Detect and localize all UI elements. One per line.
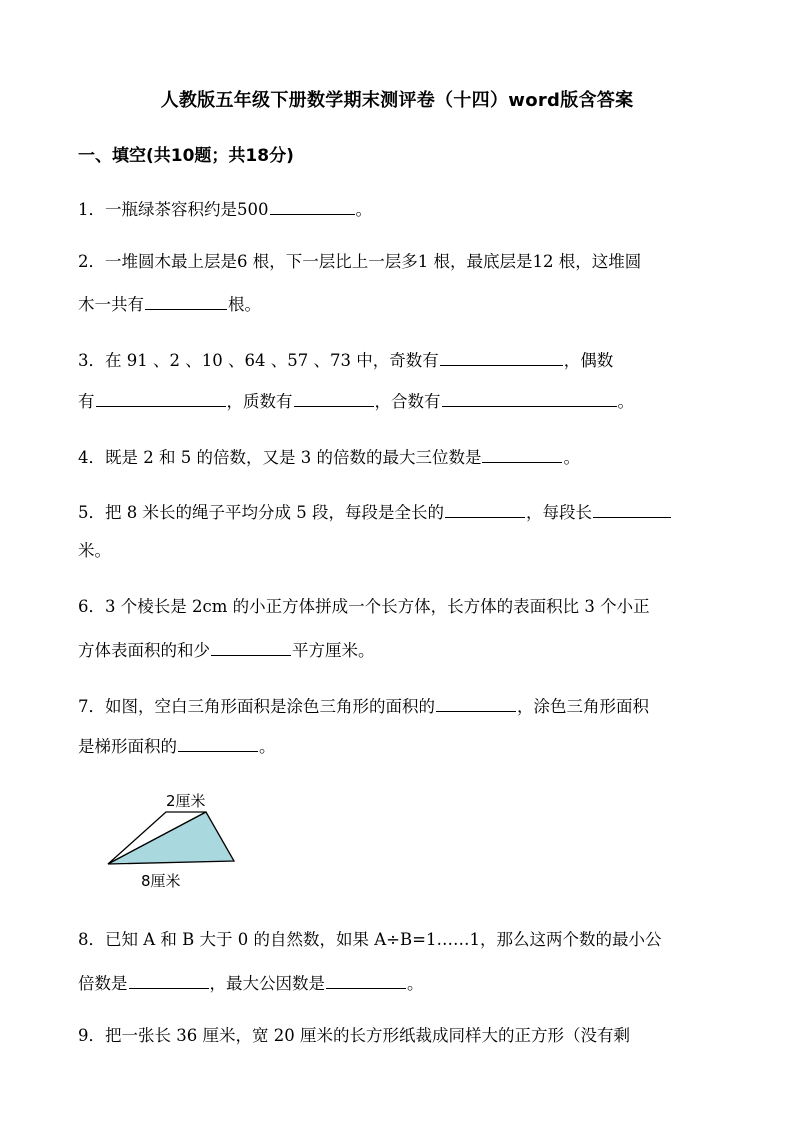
section-heading: 一、填空(共10题；共18分) — [78, 146, 294, 166]
question-8-line-1: 8．已知 A 和 B 大于 0 的自然数，如果 A÷B=1……1，那么这两个数的最小公 — [78, 930, 662, 949]
question-6-line-2 — [78, 637, 375, 662]
q2-blank[interactable] — [145, 291, 227, 310]
q2-text: 木一共有 — [78, 295, 144, 314]
bottom-length-label: 8厘米 — [141, 872, 181, 890]
question-3-line-1 — [78, 347, 613, 372]
q3-text: 3．在 91 、2 、10 、64 、57 、73 中，奇数有 — [78, 351, 439, 370]
q4-blank[interactable] — [482, 444, 562, 463]
q7-blank-2[interactable] — [178, 733, 258, 752]
q4-end: 。 — [563, 448, 580, 467]
q8-lcm-blank[interactable] — [129, 970, 209, 989]
question-1 — [78, 196, 372, 221]
q5-length-blank[interactable] — [593, 499, 671, 518]
q3-even-label: ，偶数 — [563, 351, 614, 370]
q2-end: 根。 — [228, 295, 261, 314]
trapezoid-diagram — [100, 788, 250, 898]
q1-blank[interactable] — [270, 196, 355, 215]
question-4 — [78, 444, 580, 469]
question-7-line-1 — [78, 693, 649, 718]
q5-text: 5．把 8 米长的绳子平均分成 5 段，每段是全长的 — [78, 503, 444, 522]
top-length-label: 2厘米 — [166, 792, 206, 810]
q5-fraction-blank[interactable] — [445, 499, 525, 518]
q3-odd-blank[interactable] — [440, 347, 563, 366]
q1-text: 1．一瓶绿茶容积约是500 — [78, 200, 269, 219]
question-2-line-2 — [78, 291, 261, 316]
q6-text: 方体表面积的和少 — [78, 641, 210, 660]
q3-even-blank[interactable] — [96, 388, 226, 407]
q7-mid: ，涂色三角形面积 — [517, 697, 649, 716]
question-3-line-2 — [78, 388, 634, 413]
q6-blank[interactable] — [211, 637, 291, 656]
q8-gcd-label: ，最大公因数是 — [209, 974, 325, 993]
q3-prime-blank[interactable] — [294, 388, 374, 407]
question-9-line-1: 9．把一张长 36 厘米，宽 20 厘米的长方形纸裁成同样大的正方形（没有剩 — [78, 1026, 630, 1045]
q4-text: 4．既是 2 和 5 的倍数，又是 3 的倍数的最大三位数是 — [78, 448, 482, 467]
q8-end: 。 — [407, 974, 424, 993]
q1-end: 。 — [355, 200, 372, 219]
q7-end: 。 — [259, 737, 276, 756]
trapezoid-figure — [100, 788, 250, 902]
question-6-line-1: 6．3 个棱长是 2cm 的小正方体拼成一个长方体，长方体的表面积比 3 个小正 — [78, 597, 650, 616]
question-5-line-1 — [78, 499, 672, 524]
q7-text-2: 是梯形面积的 — [78, 737, 177, 756]
q3-composite-label: ，合数有 — [374, 392, 441, 411]
q5-length-label: ，每段长 — [525, 503, 592, 522]
q7-text: 7．如图，空白三角形面积是涂色三角形的面积的 — [78, 697, 435, 716]
q3-you: 有 — [78, 392, 95, 411]
question-2-line-1: 2．一堆圆木最上层是6 根，下一层比上一层多1 根，最底层是12 根，这堆圆 — [78, 252, 642, 271]
question-8-line-2 — [78, 970, 424, 995]
question-7-line-2 — [78, 733, 276, 758]
q7-blank-1[interactable] — [436, 693, 516, 712]
question-5-line-2: 米。 — [78, 541, 111, 560]
q8-gcd-blank[interactable] — [326, 970, 406, 989]
q6-end: 平方厘米。 — [292, 641, 375, 660]
page-title: 人教版五年级下册数学期末测评卷（十四）word版含答案 — [160, 90, 634, 111]
q3-composite-blank[interactable] — [442, 388, 617, 407]
q3-end: 。 — [617, 392, 634, 411]
q3-prime-label: ，质数有 — [226, 392, 293, 411]
q8-text: 倍数是 — [78, 974, 128, 993]
